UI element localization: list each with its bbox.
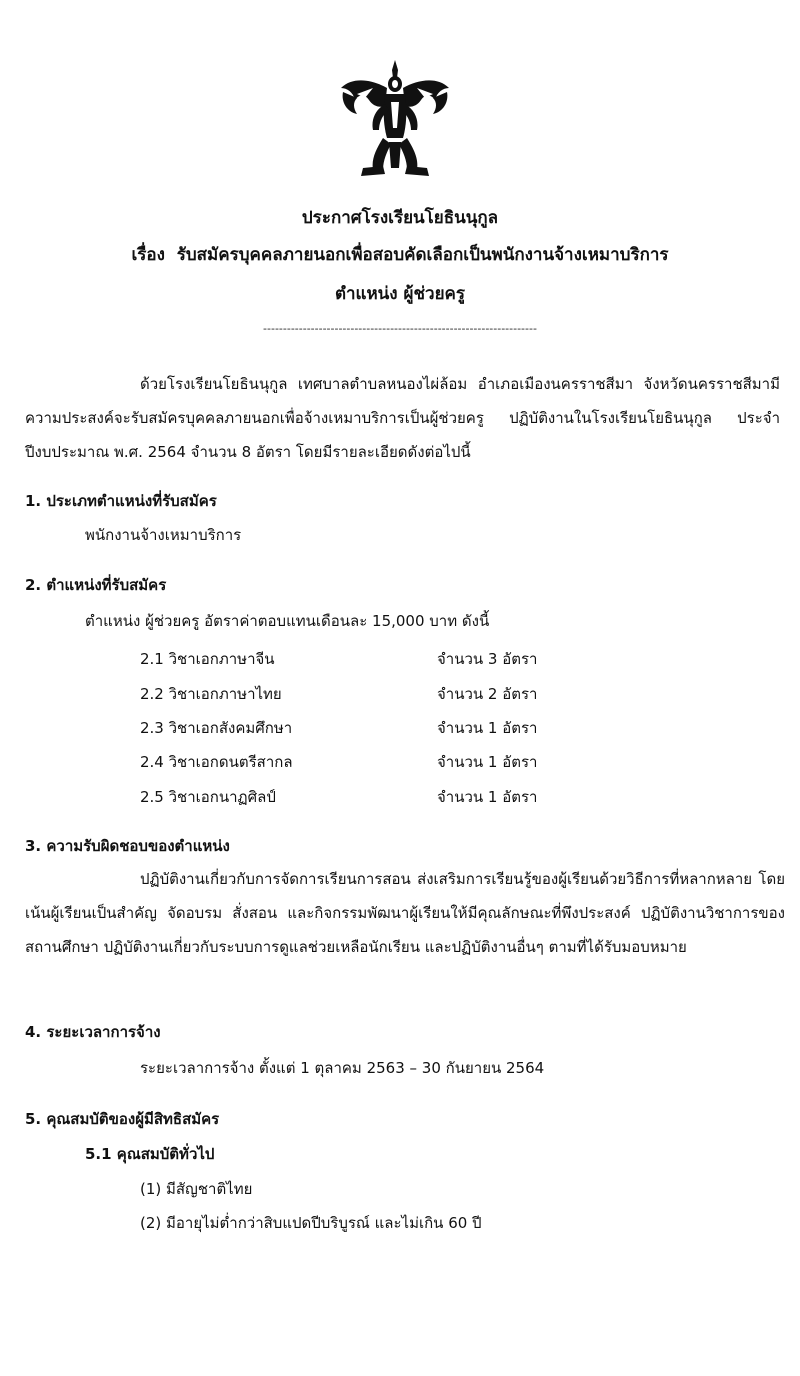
subject-count: จำนวน 1 อัตรา	[437, 788, 538, 806]
section5-subheading: 5.1 คุณสมบัติทั่วไป	[85, 1145, 215, 1163]
subject-label: 2.4 วิชาเอกดนตรีสากล	[140, 753, 293, 771]
section2-body: ตำแหน่ง ผู้ช่วยครู อัตราค่าตอบแทนเดือนละ 15,000 บาท ดังนี้	[85, 612, 490, 630]
intro-text: ด้วยโรงเรียนโยธินนุกูล เทศบาลตำบลหนองไผ่ล้อม อำเภอเมืองนครราชสีมา จังหวัดนครราชสีมามีความประสงค์จะรับสมัครบุคคลภายนอกเพื่อจ้างเหมาบริการเป็นผู้ช่วยครู ปฏิบัติงานในโรงเรียนโยธินนุกูล ประจำปีงบประมาณ พ.ศ. 2564 จำนวน 8 อัตรา โดยมีรายละเอียดดังต่อไปนี้	[25, 375, 780, 461]
subject-count: จำนวน 3 อัตรา	[437, 650, 538, 668]
announcement-subject	[0, 244, 800, 266]
section4-body: ระยะเวลาการจ้าง ตั้งแต่ 1 ตุลาคม 2563 – 30 กันยายน 2564	[140, 1059, 545, 1077]
subject-label: 2.5 วิชาเอกนาฏศิลป์	[140, 788, 276, 806]
subject-label: 2.2 วิชาเอกภาษาไทย	[140, 685, 282, 703]
section2-heading: 2. ตำแหน่งที่รับสมัคร	[25, 576, 167, 594]
intro-paragraph	[25, 367, 780, 469]
section1-body: พนักงานจ้างเหมาบริการ	[85, 526, 242, 544]
section3-heading: 3. ความรับผิดชอบของตำแหน่ง	[25, 837, 230, 855]
section1-heading: 1. ประเภทตำแหน่งที่รับสมัคร	[25, 492, 217, 510]
section3-body: ปฏิบัติงานเกี่ยวกับการจัดการเรียนการสอน ส่งเสริมการเรียนรู้ของผู้เรียนด้วยวิธีการที่หลากหลาย โดยเน้นผู้เรียนเป็นสำคัญ จัดอบรม สั่งสอน และกิจกรรมพัฒนาผู้เรียนให้มีคุณลักษณะที่พึงประสงค์ ปฏิบัติงานวิชาการของสถานศึกษา ปฏิบัติงานเกี่ยวกับระบบการดูแลช่วยเหลือนักเรียน และปฏิบัติงานอื่นๆ ตามที่ได้รับมอบหมาย	[25, 870, 785, 956]
qualification-item: (2) มีอายุไม่ต่ำกว่าสิบแปดปีบริบูรณ์ และไม่เกิน 60 ปี	[140, 1214, 482, 1232]
garuda-emblem-icon	[333, 58, 457, 182]
position-line: ตำแหน่ง ผู้ช่วยครู	[334, 284, 466, 304]
subject-count: จำนวน 1 อัตรา	[437, 753, 538, 771]
subject-label: 2.1 วิชาเอกภาษาจีน	[140, 650, 275, 668]
subject-label: 2.3 วิชาเอกสังคมศึกษา	[140, 719, 293, 737]
subject-prefix: เรื่อง	[131, 245, 165, 265]
subject-count: จำนวน 2 อัตรา	[437, 685, 538, 703]
title-divider: ---------------------------------------------------------------------	[263, 322, 537, 335]
subject-count: จำนวน 1 อัตรา	[437, 719, 538, 737]
section5-heading: 5. คุณสมบัติของผู้มีสิทธิสมัคร	[25, 1110, 220, 1128]
section3-paragraph	[25, 862, 785, 964]
subject-text: รับสมัครบุคคลภายนอกเพื่อสอบคัดเลือกเป็นพนักงานจ้างเหมาบริการ	[176, 245, 669, 265]
announcement-title: ประกาศโรงเรียนโยธินนุกูล	[301, 208, 499, 228]
qualification-item: (1) มีสัญชาติไทย	[140, 1180, 253, 1198]
section4-heading: 4. ระยะเวลาการจ้าง	[25, 1023, 161, 1041]
